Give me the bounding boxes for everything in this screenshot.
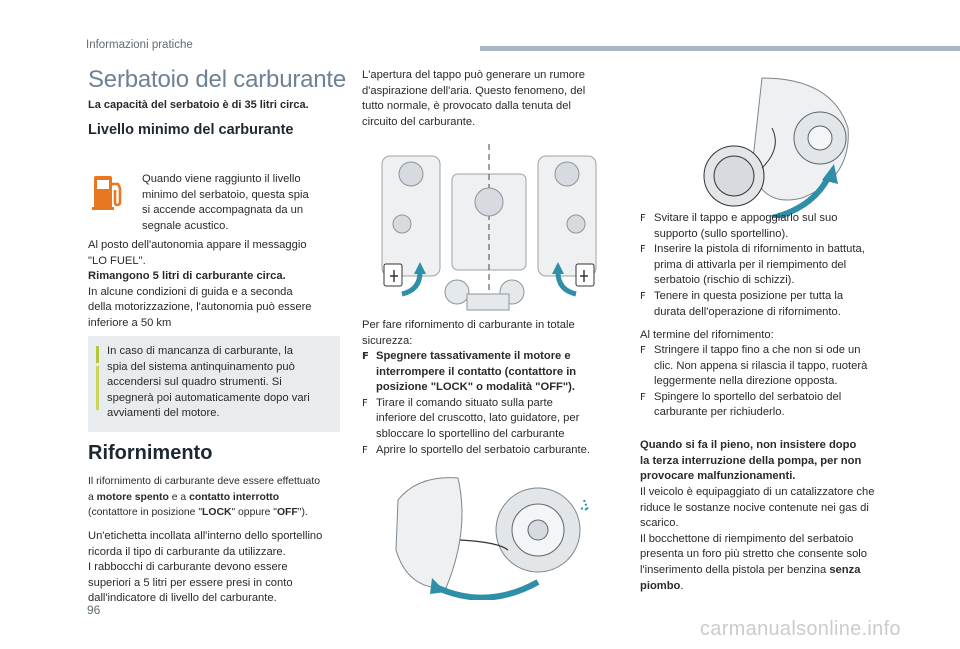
section-header: Informazioni pratiche bbox=[86, 39, 193, 51]
warning-text: Quando si fa il pieno, non insistere dopo la terza interruzione della pompa, per non provocare malfunzionamenti. bbox=[640, 439, 862, 483]
fuel-cap-illustration bbox=[652, 68, 852, 218]
info-icon-dot bbox=[96, 346, 99, 363]
min-level-title: Livello minimo del carburante bbox=[88, 122, 294, 138]
watermark: carmanualsonline.info bbox=[700, 618, 901, 640]
list-item: F Tenere in questa posizione per tutta la durata dell'operazione di rifornimento. bbox=[640, 289, 844, 318]
list-item: F Stringere il tappo fino a che non si ode un clic. Non appena si rilascia il tappo, ruoterà leggermente nella direzione opposta. bbox=[640, 344, 868, 388]
safety-intro: Per fare rifornimento di carburante in totale sicurezza: bbox=[362, 319, 575, 347]
autonomy-text: Al posto dell'autonomia appare il messaggio "LO FUEL". Rimangono 5 litri di carburante circa. In alcune condizioni di guida e a seconda della motorizzazione, l'autonomia può essere inferiore a 50 km bbox=[88, 239, 312, 329]
intro-text: L'apertura del tappo può generare un rumore d'aspirazione dell'aria. Questo fenomeno, del tutto normale, è provocato dalla tenuta del circuito del carburante. bbox=[362, 69, 586, 128]
refuel-title: Rifornimento bbox=[88, 442, 213, 464]
fuel-flap-illustration bbox=[388, 470, 608, 600]
min-level-text: Quando viene raggiunto il livello minimo del serbatoio, questa spia si accende accompagnata da un segnale acustico. bbox=[142, 173, 309, 232]
list-item: F Svitare il tappo e appoggiarlo sul suo supporto (sullo sportellino). bbox=[640, 212, 838, 240]
refuel-intro: Il rifornimento di carburante deve essere effettuato a motore spento e a contatto interrotto (contattore in posizione "LOCK" oppure "OFF"). bbox=[88, 476, 320, 519]
list-item: F Spegnere tassativamente il motore e interrompere il contatto (contattore in posizione "LOCK" o modalità "OFF"). bbox=[362, 350, 577, 394]
fuel-warning-icon bbox=[92, 172, 126, 212]
list-item: F Aprire lo sportello del serbatoio carburante. bbox=[362, 443, 590, 456]
list-item: F Inserire la pistola di rifornimento in battuta, prima di attivarla per il riempimento del serbatoio (rischio di schizzi). bbox=[640, 243, 865, 287]
end-steps bbox=[640, 343, 910, 421]
header-bar bbox=[480, 46, 960, 51]
end-refuel-title: Al termine del rifornimento: bbox=[640, 329, 774, 341]
info-icon-bar bbox=[96, 366, 99, 410]
refuel-steps bbox=[362, 349, 620, 458]
catalyst-text: Il veicolo è equipaggiato di un catalizzatore che riduce le sostanze nocive contenute nei gas di scarico. Il bocchettone di riempimento del serbatoio presenta un foro più stretto che consente solo l'inserimento della pistola per benzina senza piombo. bbox=[640, 486, 875, 592]
label-text: Un'etichetta incollata all'interno dello sportellino ricorda il tipo di carburante da utilizzare. I rabbocchi di carburante devono essere superiori a 5 litri per essere presi in conto dall'indicatore di livello del carburante. bbox=[88, 530, 323, 605]
list-item: F Spingere lo sportello del serbatoio del carburante per richiuderlo. bbox=[640, 390, 842, 419]
info-note-text: In caso di mancanza di carburante, la spia del sistema antinquinamento può accendersi sul quadro strumenti. Si spegnerà poi automaticamente dopo vari avviamenti del motore. bbox=[107, 345, 310, 420]
list-item: F Tirare il comando situato sulla parte inferiore del cruscotto, lato guidatore, per sbloccare lo sportellino del carburante bbox=[362, 396, 580, 440]
cap-steps bbox=[640, 211, 910, 320]
page-number: 96 bbox=[87, 603, 101, 617]
dashboard-illustration bbox=[362, 144, 616, 314]
page-title: Serbatoio del carburante bbox=[88, 66, 347, 93]
capacity-text: La capacità del serbatoio è di 35 litri circa. bbox=[88, 99, 309, 111]
